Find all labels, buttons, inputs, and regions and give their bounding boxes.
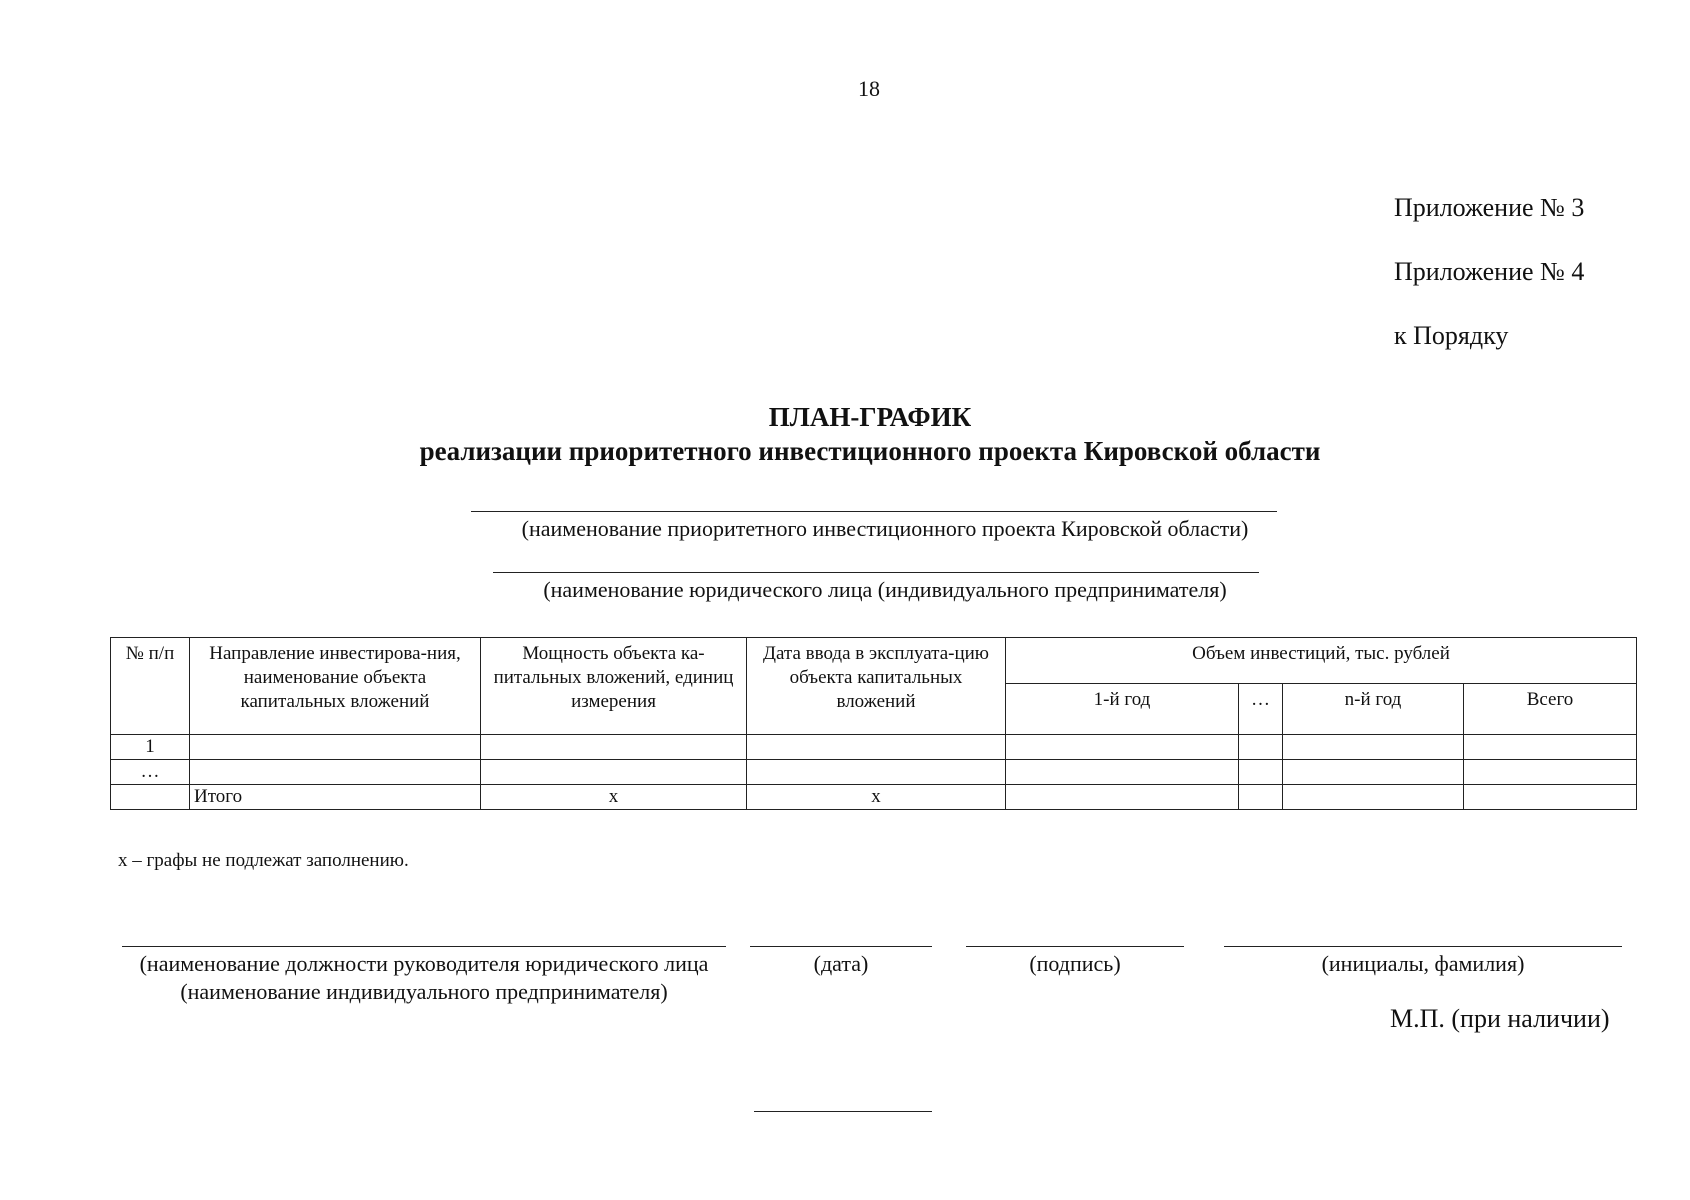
seal-mark: М.П. (при наличии) [1390, 1004, 1610, 1033]
signature-caption: (подпись) [1029, 951, 1121, 976]
row-capacity [481, 735, 747, 760]
signature-fill-line [966, 946, 1184, 947]
table-row-total [111, 785, 1637, 810]
row-year-1 [1006, 735, 1239, 760]
row-direction [190, 760, 481, 785]
row-total [1464, 735, 1637, 760]
page-number: 18 [858, 76, 880, 101]
row-direction: Итого [190, 785, 481, 810]
row-capacity: х [481, 785, 747, 810]
header-commission-date: Дата ввода в эксплуата-цию объекта капитальных вложений [747, 638, 1006, 735]
date-fill-line [750, 946, 932, 947]
appendix-line-1: Приложение № 3 [1394, 193, 1585, 222]
row-total [1464, 785, 1637, 810]
header-direction: Направление инвестирова-ния, наименование объекта капитальных вложений [190, 638, 481, 735]
row-year-n [1283, 735, 1464, 760]
row-date [747, 735, 1006, 760]
initials-fill-line [1224, 946, 1622, 947]
position-fill-line [122, 946, 726, 947]
row-capacity [481, 760, 747, 785]
row-ellipsis [1239, 785, 1283, 810]
title-main: ПЛАН-ГРАФИК [768, 402, 972, 432]
row-year-1 [1006, 785, 1239, 810]
header-year-1: 1-й год [1006, 684, 1239, 735]
header-ellipsis: … [1239, 684, 1283, 735]
row-direction [190, 735, 481, 760]
row-total [1464, 760, 1637, 785]
row-year-n [1283, 785, 1464, 810]
row-number: … [111, 760, 190, 785]
header-capacity: Мощность объекта ка-питальных вложений, единиц измерения [481, 638, 747, 735]
header-total: Всего [1464, 684, 1637, 735]
entity-name-fill-line [493, 572, 1259, 573]
table-note: х – графы не подлежат заполнению. [118, 850, 409, 871]
table-row [111, 735, 1637, 760]
document-title [0, 400, 1690, 468]
row-date [747, 760, 1006, 785]
row-date: х [747, 785, 1006, 810]
row-year-1 [1006, 760, 1239, 785]
position-caption: (наименование должности руководителя юридического лица (наименование индивидуального предпринимателя) [139, 951, 709, 1004]
project-name-fill-line [471, 511, 1277, 512]
title-subtitle: реализации приоритетного инвестиционного проекта Кировской области [419, 436, 1321, 466]
row-ellipsis [1239, 760, 1283, 785]
header-year-n: n-й год [1283, 684, 1464, 735]
plan-schedule-table [110, 637, 1637, 810]
appendix-block [1394, 176, 1584, 368]
project-name-caption: (наименование приоритетного инвестиционного проекта Кировской области) [521, 516, 1249, 541]
bottom-fill-line [754, 1111, 932, 1112]
initials-caption: (инициалы, фамилия) [1321, 951, 1525, 976]
entity-name-caption: (наименование юридического лица (индивидуального предпринимателя) [543, 577, 1227, 602]
row-number [111, 785, 190, 810]
date-caption: (дата) [813, 951, 869, 976]
row-ellipsis [1239, 735, 1283, 760]
row-number: 1 [111, 735, 190, 760]
header-number: № п/п [111, 638, 190, 735]
row-year-n [1283, 760, 1464, 785]
header-investment-volume: Объем инвестиций, тыс. рублей [1006, 638, 1637, 684]
appendix-line-3: к Порядку [1394, 321, 1509, 350]
appendix-line-2: Приложение № 4 [1394, 257, 1585, 286]
table-row [111, 760, 1637, 785]
